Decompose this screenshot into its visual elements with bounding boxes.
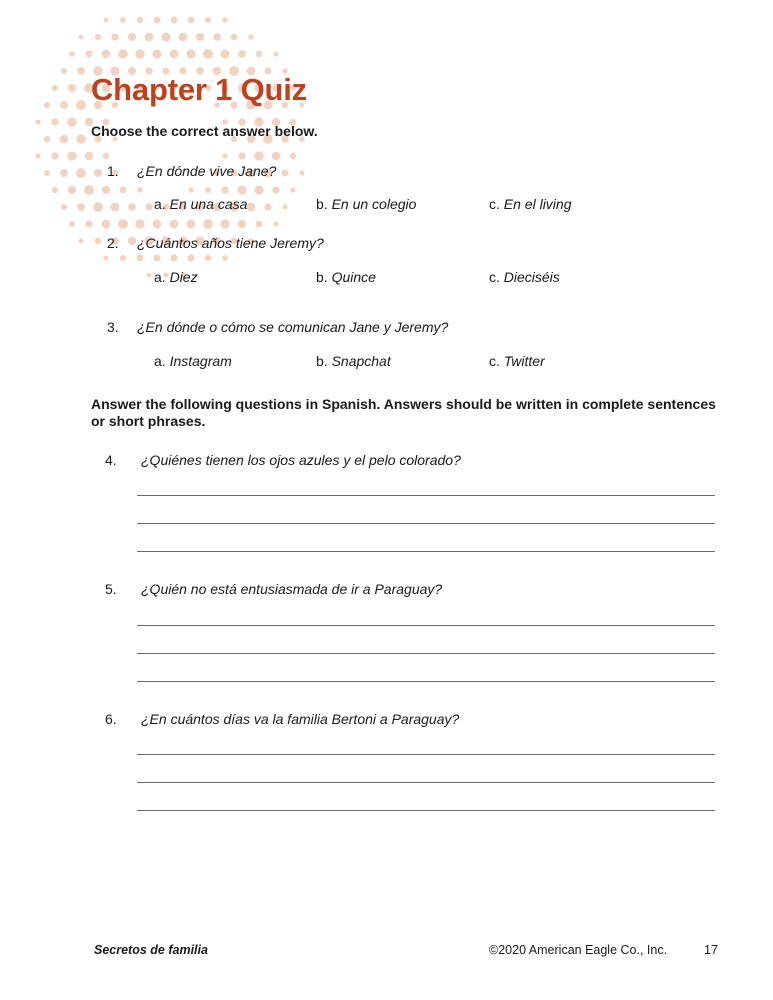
decorative-dot <box>154 17 161 24</box>
question-text: ¿Cuántos años tiene Jeremy? <box>137 235 324 251</box>
decorative-dot <box>35 153 40 158</box>
option-text: En una casa <box>169 196 248 212</box>
decorative-dot <box>120 17 126 23</box>
footer-copyright: ©2020 American Eagle Co., Inc. <box>489 943 668 957</box>
decorative-dot <box>85 152 93 160</box>
decorative-dot <box>102 186 110 194</box>
decorative-dot <box>220 49 229 58</box>
option-b <box>316 269 376 285</box>
decorative-dot <box>111 33 118 40</box>
decorative-dot <box>282 204 287 209</box>
decorative-dot <box>44 170 50 176</box>
option-b <box>316 196 416 212</box>
option-letter: a. <box>154 196 166 212</box>
decorative-dot <box>238 152 245 159</box>
question-text: ¿Quién no está entusiasmada de ir a Paraguay? <box>141 581 443 597</box>
decorative-dot <box>162 33 171 42</box>
footer-book-title: Secretos de familia <box>94 943 208 957</box>
decorative-dot <box>300 171 305 176</box>
decorative-dot <box>76 168 86 178</box>
option-letter: c. <box>489 353 500 369</box>
decorative-dot <box>102 220 111 229</box>
decorative-dot <box>44 136 51 143</box>
answer-line[interactable] <box>137 653 715 654</box>
decorative-dot <box>205 255 211 261</box>
decorative-dot <box>282 170 289 177</box>
answer-line[interactable] <box>137 495 715 496</box>
answer-line[interactable] <box>137 810 715 811</box>
decorative-dot <box>69 51 75 57</box>
option-letter: a. <box>154 353 166 369</box>
decorative-dot <box>67 151 76 160</box>
decorative-dot <box>237 185 246 194</box>
section1-instruction: Choose the correct answer below. <box>91 123 318 139</box>
decorative-dot <box>170 254 177 261</box>
decorative-dot <box>188 17 195 24</box>
decorative-dot <box>35 119 40 124</box>
decorative-dot <box>221 186 228 193</box>
decorative-dot <box>231 34 238 41</box>
page-title: Chapter 1 Quiz <box>91 72 307 107</box>
decorative-dot <box>52 85 58 91</box>
decorative-dot <box>187 220 196 229</box>
decorative-dot <box>153 50 162 59</box>
answer-line[interactable] <box>137 754 715 755</box>
option-text: Quince <box>331 269 376 285</box>
decorative-dot <box>238 50 246 58</box>
option-b <box>316 353 391 369</box>
decorative-dot <box>196 33 204 41</box>
option-letter: b. <box>316 269 328 285</box>
option-c <box>489 353 545 369</box>
decorative-dot <box>118 219 128 229</box>
decorative-dot <box>290 153 296 159</box>
decorative-dot <box>135 219 144 228</box>
decorative-dot <box>274 222 279 227</box>
question-number: 1. <box>107 163 119 179</box>
decorative-dot <box>102 50 110 58</box>
decorative-dot <box>51 152 58 159</box>
decorative-dot <box>238 220 246 228</box>
decorative-dot <box>84 185 94 195</box>
decorative-dot <box>120 187 127 194</box>
decorative-dot <box>137 17 143 23</box>
decorative-dot <box>67 117 76 126</box>
decorative-dot <box>272 152 280 160</box>
decorative-dot <box>135 49 145 59</box>
decorative-dot <box>103 255 108 260</box>
decorative-dot <box>51 118 58 125</box>
question-number: 6. <box>105 711 117 727</box>
decorative-dot <box>256 221 263 228</box>
decorative-dot <box>60 135 69 144</box>
decorative-dot <box>95 238 101 244</box>
decorative-dot <box>60 101 68 109</box>
decorative-dot <box>205 187 211 193</box>
decorative-dot <box>264 203 271 210</box>
decorative-dot <box>78 238 83 243</box>
decorative-dot <box>120 255 126 261</box>
decorative-dot <box>274 52 279 57</box>
decorative-dot <box>128 33 136 41</box>
decorative-dot <box>111 203 120 212</box>
option-a <box>154 269 198 285</box>
question-number: 4. <box>105 452 117 468</box>
question-text: ¿En dónde vive Jane? <box>137 163 277 179</box>
decorative-dot <box>203 219 213 229</box>
decorative-dot <box>222 153 227 158</box>
decorative-dot <box>256 51 262 57</box>
decorative-dot <box>104 18 109 23</box>
option-text: Instagram <box>169 353 232 369</box>
decorative-dot <box>76 134 85 143</box>
decorative-dot <box>137 187 142 192</box>
option-letter: c. <box>489 269 500 285</box>
decorative-dot <box>68 186 76 194</box>
decorative-dot <box>189 188 194 193</box>
decorative-dot <box>60 169 68 177</box>
decorative-dot <box>213 33 221 41</box>
decorative-dot <box>272 186 279 193</box>
decorative-dot <box>61 204 67 210</box>
decorative-dot <box>137 255 144 262</box>
option-letter: a. <box>154 269 166 285</box>
decorative-dot <box>254 185 263 194</box>
decorative-dot <box>254 151 263 160</box>
option-letter: b. <box>316 196 328 212</box>
decorative-dot <box>222 255 228 261</box>
page-number: 17 <box>704 943 718 957</box>
option-letter: b. <box>316 353 328 369</box>
decorative-dot <box>248 34 254 40</box>
decorative-dot <box>290 187 295 192</box>
answer-line[interactable] <box>137 681 715 682</box>
decorative-dot <box>220 219 229 228</box>
decorative-dot <box>118 49 128 59</box>
decorative-dot <box>44 102 50 108</box>
decorative-dot <box>95 34 101 40</box>
decorative-dot <box>85 50 92 57</box>
decorative-dot <box>77 67 85 75</box>
decorative-dot <box>145 33 154 42</box>
decorative-dot <box>85 220 92 227</box>
question-text: ¿En cuántos días va la familia Bertoni a Paraguay? <box>141 711 460 727</box>
question-number: 2. <box>107 235 119 251</box>
answer-line[interactable] <box>137 625 715 626</box>
decorative-dot <box>128 203 136 211</box>
decorative-dot <box>153 254 160 261</box>
decorative-dot <box>69 221 75 227</box>
decorative-dot <box>153 220 162 229</box>
decorative-dot <box>76 100 86 110</box>
decorative-dot <box>93 202 103 212</box>
decorative-dot <box>188 255 195 262</box>
option-text: En el living <box>503 196 572 212</box>
decorative-dot <box>247 203 256 212</box>
decorative-dot-pattern <box>0 0 340 300</box>
decorative-dot <box>205 17 211 23</box>
decorative-dot <box>186 49 195 58</box>
option-text: Dieciséis <box>503 269 560 285</box>
option-text: En un colegio <box>331 196 417 212</box>
decorative-dot <box>146 204 153 211</box>
option-c <box>489 269 560 285</box>
decorative-dot <box>171 17 178 24</box>
decorative-dot <box>103 153 109 159</box>
decorative-dot <box>179 33 188 42</box>
option-a <box>154 196 247 212</box>
decorative-dot <box>203 49 213 59</box>
decorative-dot <box>128 237 136 245</box>
option-a <box>154 353 232 369</box>
decorative-dot <box>170 50 179 59</box>
decorative-dot <box>68 84 76 92</box>
option-text: Twitter <box>503 353 545 369</box>
decorative-dot <box>52 187 58 193</box>
decorative-dot <box>61 68 67 74</box>
option-letter: c. <box>489 196 500 212</box>
answer-line[interactable] <box>137 551 715 552</box>
option-text: Diez <box>169 269 198 285</box>
question-number: 3. <box>107 319 119 335</box>
option-text: Snapchat <box>331 353 391 369</box>
question-number: 5. <box>105 581 117 597</box>
answer-line[interactable] <box>137 782 715 783</box>
option-c <box>489 196 571 212</box>
decorative-dot <box>94 169 102 177</box>
section2-instruction: Answer the following questions in Spanish. Answers should be written in complete sentences or short phrases. <box>91 396 716 429</box>
decorative-dot <box>79 35 84 40</box>
decorative-dot <box>170 220 179 229</box>
decorative-dot <box>77 203 85 211</box>
question-text: ¿En dónde o cómo se comunican Jane y Jeremy? <box>137 319 449 335</box>
decorative-dot <box>147 273 152 278</box>
decorative-dot <box>222 17 227 22</box>
answer-line[interactable] <box>137 523 715 524</box>
question-text: ¿Quiénes tienen los ojos azules y el pelo colorado? <box>141 452 461 468</box>
